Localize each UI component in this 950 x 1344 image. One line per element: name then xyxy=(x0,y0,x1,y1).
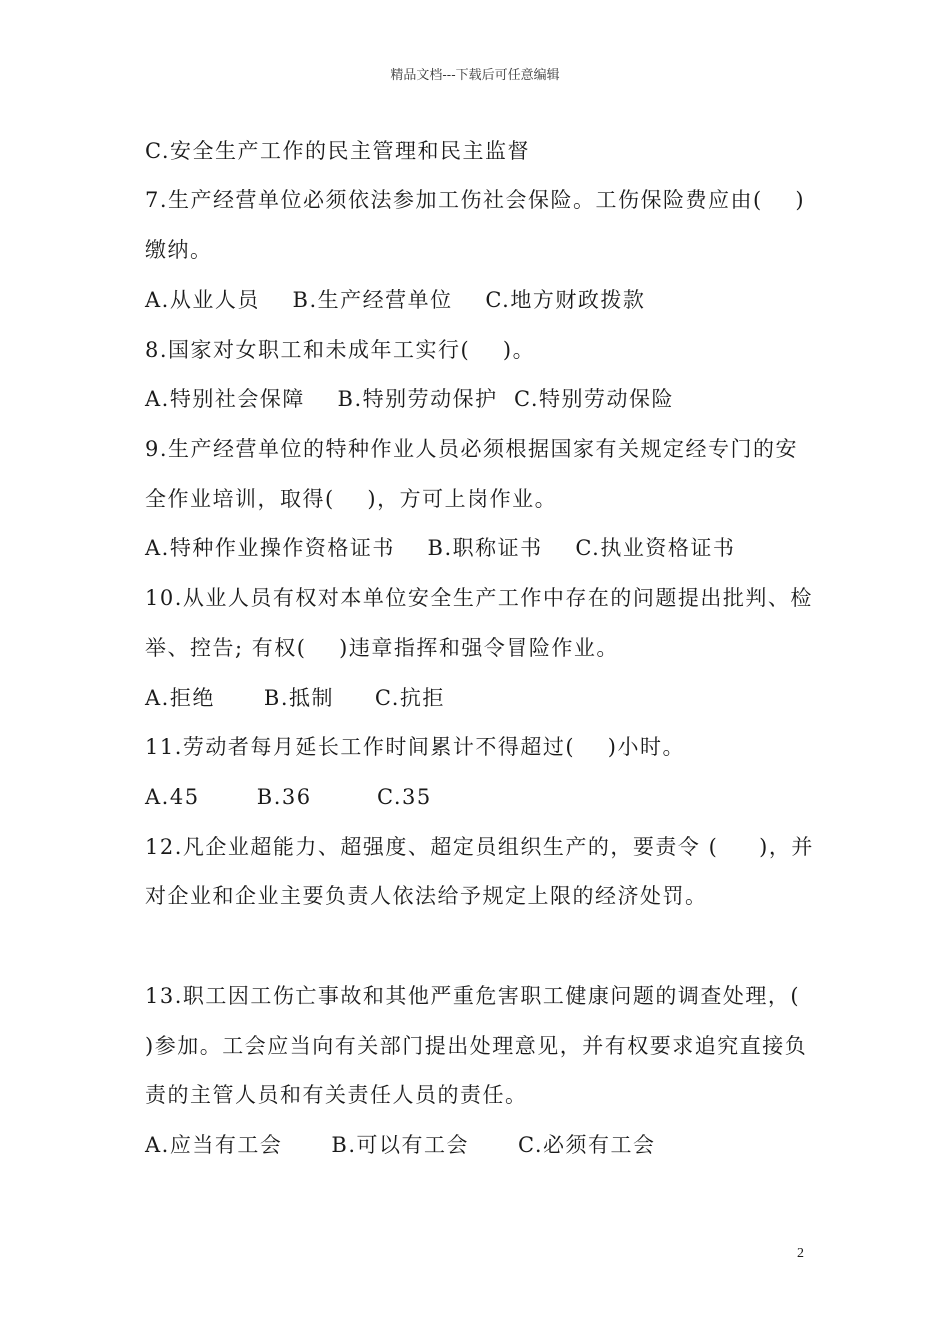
page-header: 精品文档---下载后可任意编辑 xyxy=(390,68,560,83)
question-7-line-2: 缴纳。 xyxy=(145,238,213,262)
question-12-line-2: 对企业和企业主要负责人依法给予规定上限的经济处罚。 xyxy=(145,884,708,908)
question-7-line-1: 7.生产经营单位必须依法参加工伤社会保险。工伤保险费应由( ) xyxy=(145,188,806,212)
question-7-options: A.从业人员 B.生产经营单位 C.地方财政拨款 xyxy=(145,288,646,312)
question-11-line-1: 11.劳动者每月延长工作时间累计不得超过( )小时。 xyxy=(145,735,685,759)
question-8-options: A.特别社会保障 B.特别劳动保护 C.特别劳动保险 xyxy=(145,387,674,411)
question-10-line-1: 10.从业人员有权对本单位安全生产工作中存在的问题提出批判、检 xyxy=(145,586,813,610)
option-line-q6-c: C.安全生产工作的民主管理和民主监督 xyxy=(145,139,530,163)
question-11-options: A.45 B.36 C.35 xyxy=(145,785,432,809)
question-13-line-3: 责的主管人员和有关责任人员的责任。 xyxy=(145,1083,528,1107)
question-13-line-1: 13.职工因工伤亡事故和其他严重危害职工健康问题的调查处理，( xyxy=(145,984,801,1008)
question-13-options: A.应当有工会 B.可以有工会 C.必须有工会 xyxy=(145,1133,656,1157)
page-number: 2 xyxy=(797,1246,804,1261)
question-9-line-1: 9.生产经营单位的特种作业人员必须根据国家有关规定经专门的安 xyxy=(145,437,799,461)
question-9-options: A.特种作业操作资格证书 B.职称证书 C.执业资格证书 xyxy=(145,536,736,560)
question-13-line-2: )参加。工会应当向有关部门提出处理意见，并有权要求追究直接负 xyxy=(145,1034,808,1058)
question-9-line-2: 全作业培训，取得( )，方可上岗作业。 xyxy=(145,487,558,511)
question-10-line-2: 举、控告; 有权( )违章指挥和强令冒险作业。 xyxy=(145,636,619,660)
question-12-line-1: 12.凡企业超能力、超强度、超定员组织生产的，要责令 ( )，并 xyxy=(145,835,814,859)
question-10-options: A.拒绝 B.抵制 C.抗拒 xyxy=(145,686,445,710)
question-8-line-1: 8.国家对女职工和未成年工实行( )。 xyxy=(145,338,536,362)
